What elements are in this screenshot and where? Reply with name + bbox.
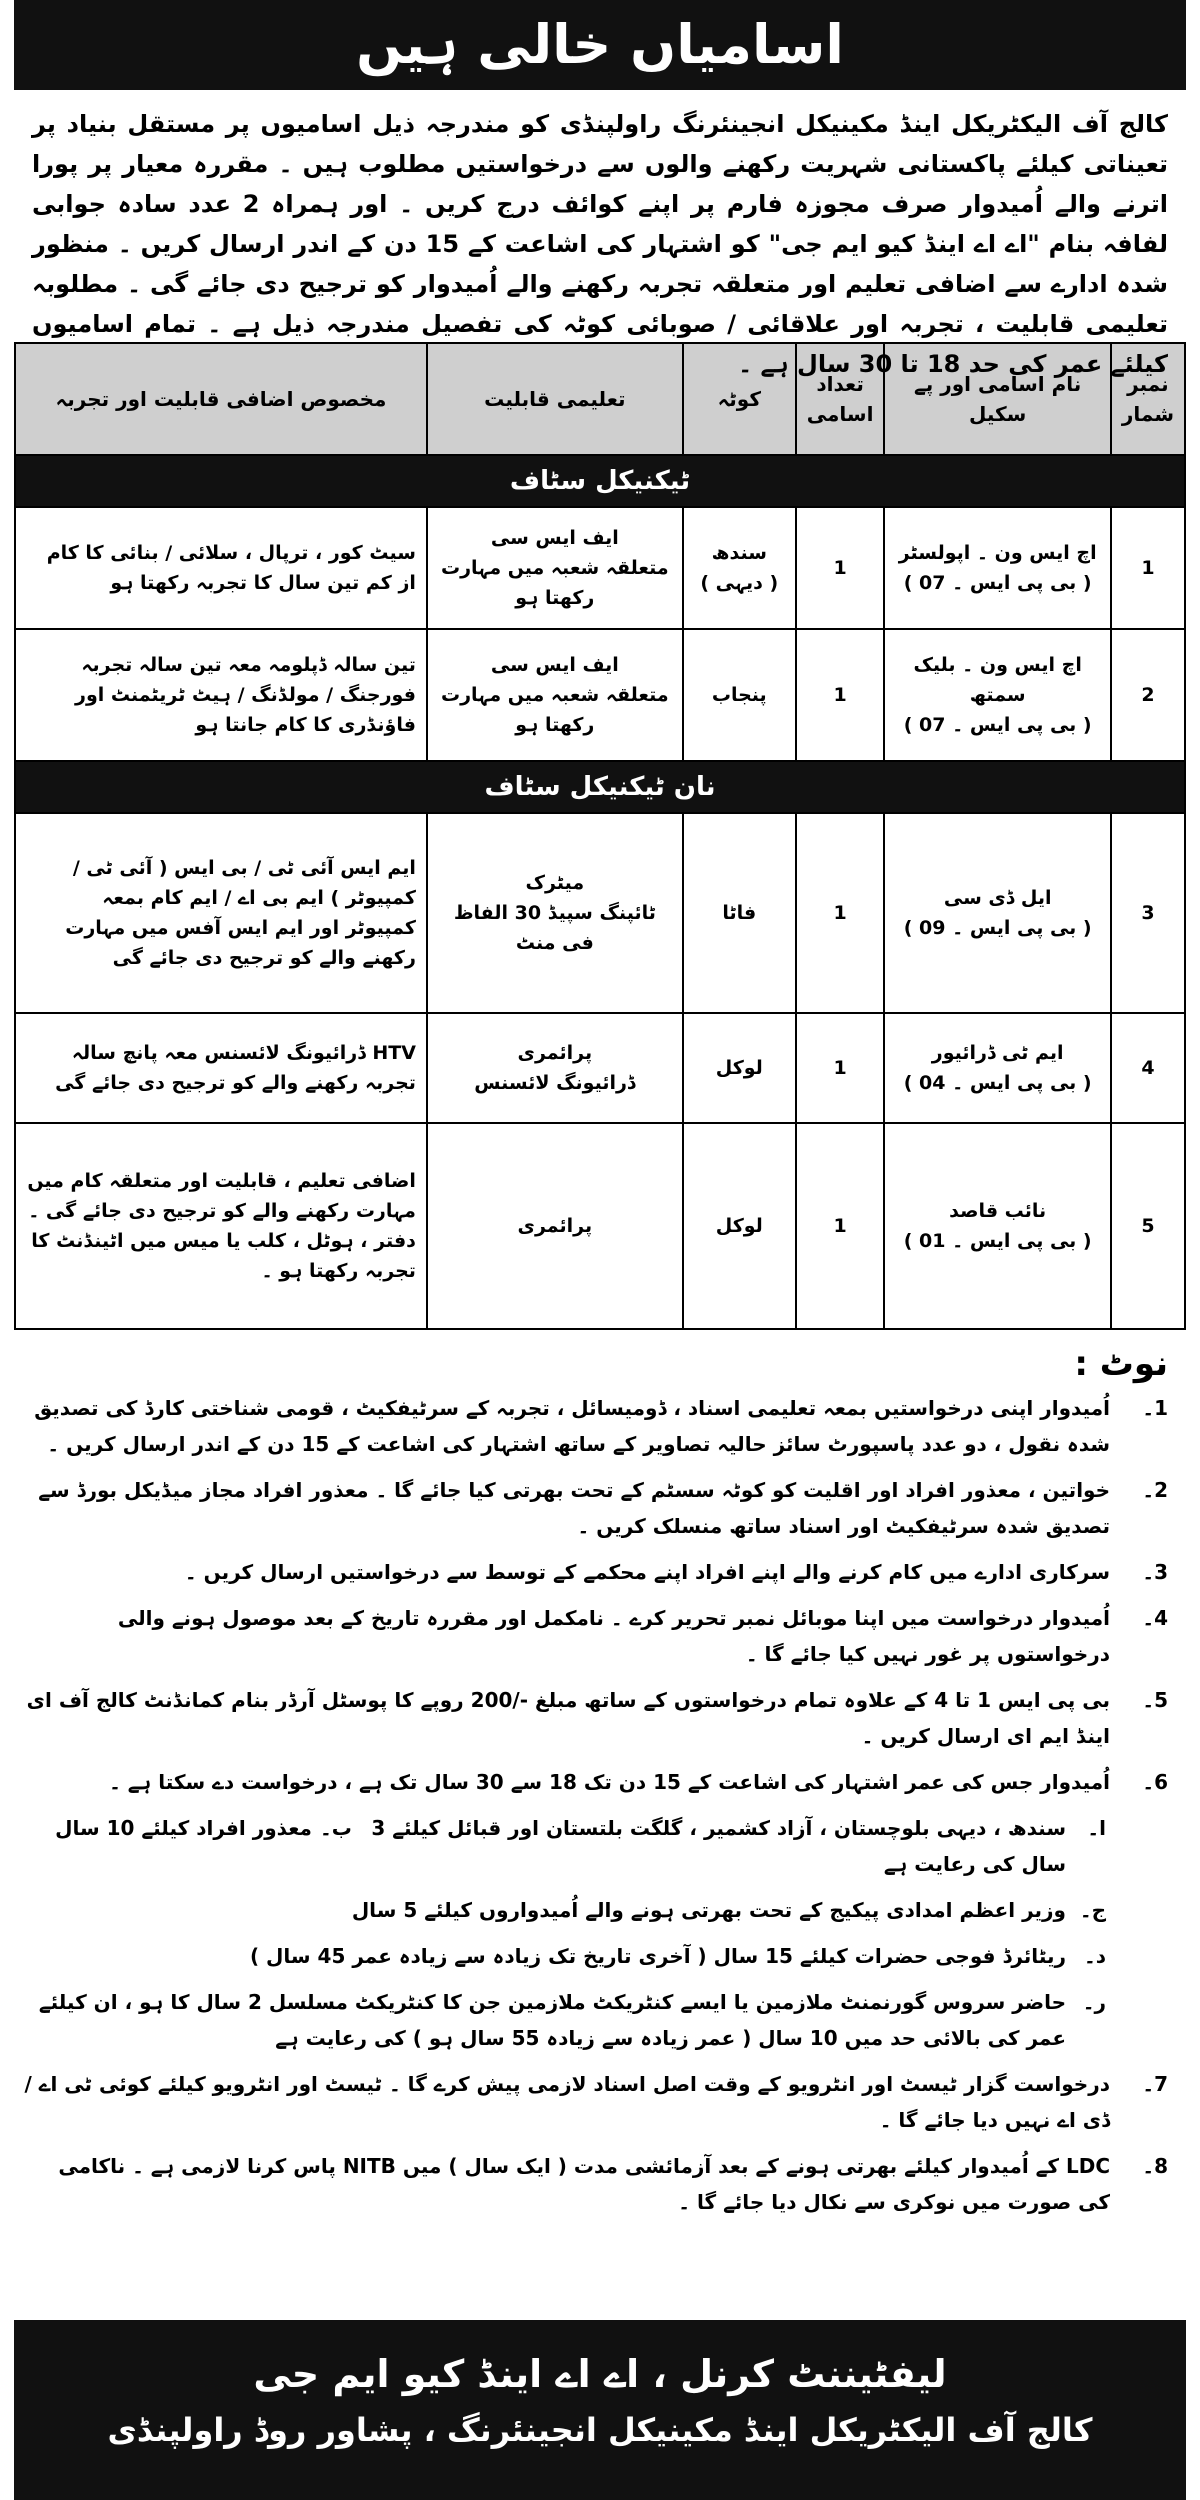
note-text: بی پی ایس 1 تا 4 کے علاوہ تمام درخواستوں کے ساتھ مبلغ -/200 روپے کا پوسٹل آرڈر بنام کمانڈنٹ کالج آف ای اینڈ ایم ای ارسال کریں ۔ (26, 1688, 1110, 1748)
note-number: 7۔ (1142, 2072, 1168, 2096)
age-relaxation-row (24, 1810, 1176, 1882)
col-header-education: تعلیمی قابلیت (427, 343, 683, 455)
section-title: ٹیکنیکل سٹاف (15, 455, 1185, 507)
cell-education (427, 1013, 683, 1123)
note-number: 3۔ (1142, 1560, 1168, 1584)
sub-text: وزیر اعظم امدادی پیکیج کے تحت بھرتی ہونے والے اُمیدواروں کیلئے 5 سال (351, 1898, 1066, 1922)
education-sub: ڈرائیونگ لائسنس (474, 1072, 636, 1094)
quota-name: لوکل (715, 1215, 763, 1237)
note-item (24, 1682, 1176, 1754)
pay-scale: ( بی پی ایس ۔ 01 ) (903, 1230, 1092, 1252)
footer-designation: لیفٹیننٹ کرنل ، اے اے اینڈ کیو ایم جی (253, 2352, 947, 2396)
education-main: پرائمری (517, 1042, 593, 1064)
sub-letter: د۔ (1084, 1944, 1106, 1968)
quota-name: فاٹا (722, 902, 757, 924)
cell-education (427, 629, 683, 761)
cell-experience: ایم ایس آئی ٹی / بی ایس ( آئی ٹی / کمپیوٹر ) ایم بی اے / ایم کام بمعہ کمپیوٹر اور ایم ایس آفس میں مہارت رکھنے والے کو ترجیح دی جائے گی (15, 813, 427, 1013)
education-main: پرائمری (517, 1215, 593, 1237)
cell-serial: 3 (1111, 813, 1185, 1013)
post-name: اچ ایس ون ۔ بلیک سمتھ (913, 654, 1082, 706)
sub-text: حاضر سروس گورنمنٹ ملازمین یا ایسے کنٹریکٹ ملازمین جن کا کنٹریکٹ مسلسل 2 سال کا ہو ، ان کیلئے عمر کی بالائی حد میں 10 سال ( عمر زیادہ سے زیادہ 55 سال ہو ) کی رعایت ہے (38, 1990, 1066, 2050)
cell-experience: اضافی تعلیم ، قابلیت اور متعلقہ کام میں مہارت رکھنے والے کو ترجیح دی جائے گی ۔ دفتر ، ہوٹل ، کلب یا میس میں اٹینڈنٹ کا تجربہ رکھتا ہو ۔ (15, 1123, 427, 1329)
vacancies-table (14, 342, 1186, 1330)
education-main: ایف ایس سی (490, 527, 619, 549)
sub-letter: ج۔ (1079, 1898, 1106, 1922)
sub-text: معذور افراد کیلئے 10 سال (55, 1816, 312, 1840)
footer-address: کالج آف الیکٹریکل اینڈ مکینیکل انجینئرنگ ، پشاور روڈ راولپنڈی (107, 2411, 1093, 2449)
cell-quota (683, 629, 796, 761)
pay-scale: ( بی پی ایس ۔ 07 ) (903, 714, 1092, 736)
pay-scale: ( بی پی ایس ۔ 07 ) (903, 572, 1092, 594)
cell-count: 1 (796, 629, 885, 761)
note-item (24, 1472, 1176, 1544)
note-text: سرکاری ادارے میں کام کرنے والے اپنے افراد اپنے محکمے کے توسط سے درخواستیں ارسال کریں ۔ (184, 1560, 1110, 1584)
cell-serial: 1 (1111, 507, 1185, 629)
footer-signature-block (14, 2320, 1186, 2500)
post-name: ایم ٹی ڈرائیور (931, 1042, 1064, 1064)
quota-name: سندھ (711, 542, 767, 564)
table-row (15, 1013, 1185, 1123)
sub-item (24, 1892, 1176, 1928)
cell-post (884, 629, 1110, 761)
table-row (15, 507, 1185, 629)
sub-text: ریٹائرڈ فوجی حضرات کیلئے 15 سال ( آخری تاریخ تک زیادہ سے زیادہ عمر 45 سال ) (249, 1944, 1066, 1968)
note-number: 8۔ (1142, 2154, 1168, 2178)
cell-count: 1 (796, 1013, 885, 1123)
notes-title: نوٹ : (1074, 1344, 1168, 1384)
cell-quota (683, 1123, 796, 1329)
table-row (15, 1123, 1185, 1329)
note-item (24, 1390, 1176, 1462)
cell-quota (683, 813, 796, 1013)
education-sub: متعلقہ شعبہ میں مہارت رکھتا ہو (441, 684, 669, 736)
note-item (24, 1554, 1176, 1590)
cell-serial: 5 (1111, 1123, 1185, 1329)
cell-experience: سیٹ کور ، ترپال ، سلائی / بنائی کا کام از کم تین سال کا تجربہ رکھتا ہو (15, 507, 427, 629)
sub-item (24, 1810, 352, 1882)
col-header-quota: کوٹہ (683, 343, 796, 455)
pay-scale: ( بی پی ایس ۔ 09 ) (903, 917, 1092, 939)
cell-post (884, 1123, 1110, 1329)
note-text: اُمیدوار درخواست میں اپنا موبائل نمبر تحریر کرے ۔ نامکمل اور مقررہ تاریخ کے بعد موصول ہونے والی درخواستوں پر غور نہیں کیا جائے گا ۔ (117, 1606, 1110, 1666)
note-text: اُمیدوار اپنی درخواستیں بمعہ تعلیمی اسناد ، ڈومیسائل ، تجربہ کے سرٹیفکیٹ ، قومی شناختی کارڈ کی تصدیق شدہ نقول ، دو عدد پاسپورٹ سائز حالیہ تصاویر کے ساتھ اشتہار کی اشاعت کے 15 دن کے اندر ارسال کریں ۔ (34, 1396, 1110, 1456)
note-text: LDC کے اُمیدوار کیلئے بھرتی ہونے کے بعد آزمائشی مدت ( ایک سال ) میں NITB پاس کرنا لازمی ہے ۔ ناکامی کی صورت میں نوکری سے نکال دیا جائے گا ۔ (58, 2154, 1110, 2214)
cell-education (427, 507, 683, 629)
section-title: نان ٹیکنیکل سٹاف (15, 761, 1185, 813)
note-number: 6۔ (1142, 1770, 1168, 1794)
sub-item (24, 1938, 1176, 1974)
cell-count: 1 (796, 507, 885, 629)
col-header-count: تعداد اسامی (796, 343, 885, 455)
note-number: 2۔ (1142, 1478, 1168, 1502)
note-text: درخواست گزار ٹیسٹ اور انٹرویو کے وقت اصل اسناد لازمی پیش کرے گا ۔ ٹیسٹ اور انٹرویو کیلئے کوئی ٹی اے / ڈی اے نہیں دیا جائے گا ۔ (24, 2072, 1110, 2132)
sub-letter: ا۔ (1087, 1816, 1106, 1840)
education-main: میٹرک (525, 872, 585, 894)
education-sub: ٹائپنگ سپیڈ 30 الفاظ فی منٹ (453, 902, 656, 954)
note-number: 4۔ (1142, 1606, 1168, 1630)
note-number: 5۔ (1142, 1688, 1168, 1712)
sub-letter: ر۔ (1082, 1990, 1106, 2014)
education-main: ایف ایس سی (490, 654, 619, 676)
cell-serial: 4 (1111, 1013, 1185, 1123)
quota-name: لوکل (715, 1057, 763, 1079)
col-header-post: نام اسامی اور پے سکیل (884, 343, 1110, 455)
cell-post (884, 507, 1110, 629)
cell-experience: HTV ڈرائیونگ لائسنس معہ پانچ سالہ تجربہ رکھنے والے کو ترجیح دی جائے گی (15, 1013, 427, 1123)
cell-education (427, 1123, 683, 1329)
pay-scale: ( بی پی ایس ۔ 04 ) (903, 1072, 1092, 1094)
note-item (24, 2148, 1176, 2220)
post-name: اچ ایس ون ۔ اپولسٹر (898, 542, 1097, 564)
cell-count: 1 (796, 813, 885, 1013)
col-header-serial: نمبر شمار (1111, 343, 1185, 455)
note-text: اُمیدوار جس کی عمر اشتہار کی اشاعت کے 15 دن تک 18 سے 30 سال تک ہے ، درخواست دے سکتا ہے ۔ (109, 1770, 1110, 1794)
quota-name: پنجاب (711, 684, 767, 706)
section-row-technical (15, 455, 1185, 507)
col-header-experience: مخصوص اضافی قابلیت اور تجربہ (15, 343, 427, 455)
cell-education (427, 813, 683, 1013)
note-item (24, 1764, 1176, 1800)
note-item (24, 1600, 1176, 1672)
table-row (15, 813, 1185, 1013)
cell-serial: 2 (1111, 629, 1185, 761)
note-text: خواتین ، معذور افراد اور اقلیت کو کوٹہ سسٹم کے تحت بھرتی کیا جائے گا ۔ معذور افراد مجاز میڈیکل بورڈ سے تصدیق شدہ سرٹیفکیٹ اور اسناد ساتھ منسلک کریں ۔ (38, 1478, 1110, 1538)
cell-post (884, 813, 1110, 1013)
sub-item (24, 1984, 1176, 2056)
sub-letter: ب۔ (320, 1816, 352, 1840)
post-name: نائب قاصد (949, 1200, 1047, 1222)
section-row-non-technical (15, 761, 1185, 813)
note-item (24, 2066, 1176, 2138)
header-title: اسامیاں خالی ہیں (14, 0, 1186, 90)
intro-paragraph: کالج آف الیکٹریکل اینڈ مکینیکل انجینئرنگ راولپنڈی کو مندرجہ ذیل اسامیوں پر مستقل بنیاد پر تعیناتی کیلئے پاکستانی شہریت رکھنے والوں سے درخواستیں مطلوب ہیں ۔ مقررہ معیار پر پورا اترنے والے اُمیدوار صرف مجوزہ فارم پر اپنے کوائف درج کریں ۔ اور ہمراہ 2 عدد سادہ جوابی لفافہ بنام "اے اے اینڈ کیو ایم جی" کو اشتہار کی اشاعت کے 15 دن کے اندر ارسال کریں ۔ منظور شدہ ادارے سے اضافی تعلیم اور متعلقہ تجربہ رکھنے والے اُمیدوار کو ترجیح دی جائے گی ۔ مطلوبہ تعلیمی قابلیت ، تجربہ اور علاقائی / صوبائی کوٹہ کی تفصیل مندرجہ ذیل ہے ۔ تمام اسامیوں کیلئے عمر کی حد 18 تا 30 سال ہے ۔ (32, 110, 1168, 378)
post-name: ایل ڈی سی (943, 887, 1052, 909)
cell-quota (683, 507, 796, 629)
education-sub: متعلقہ شعبہ میں مہارت رکھتا ہو (441, 557, 669, 609)
quota-sub: ( دیہی ) (700, 572, 779, 594)
note-number: 1۔ (1142, 1396, 1168, 1420)
notes-section (14, 1330, 1186, 2220)
sub-item (352, 1810, 1106, 1882)
sub-text: سندھ ، دیہی بلوچستان ، آزاد کشمیر ، گلگت بلتستان اور قبائل کیلئے 3 سال کی رعایت ہے (371, 1816, 1066, 1876)
cell-quota (683, 1013, 796, 1123)
cell-post (884, 1013, 1110, 1123)
cell-experience: تین سالہ ڈپلومہ معہ تین سالہ تجربہ فورجنگ / مولڈنگ / ہیٹ ٹریٹمنٹ اور فاؤنڈری کا کام جانتا ہو (15, 629, 427, 761)
cell-count: 1 (796, 1123, 885, 1329)
table-row (15, 629, 1185, 761)
